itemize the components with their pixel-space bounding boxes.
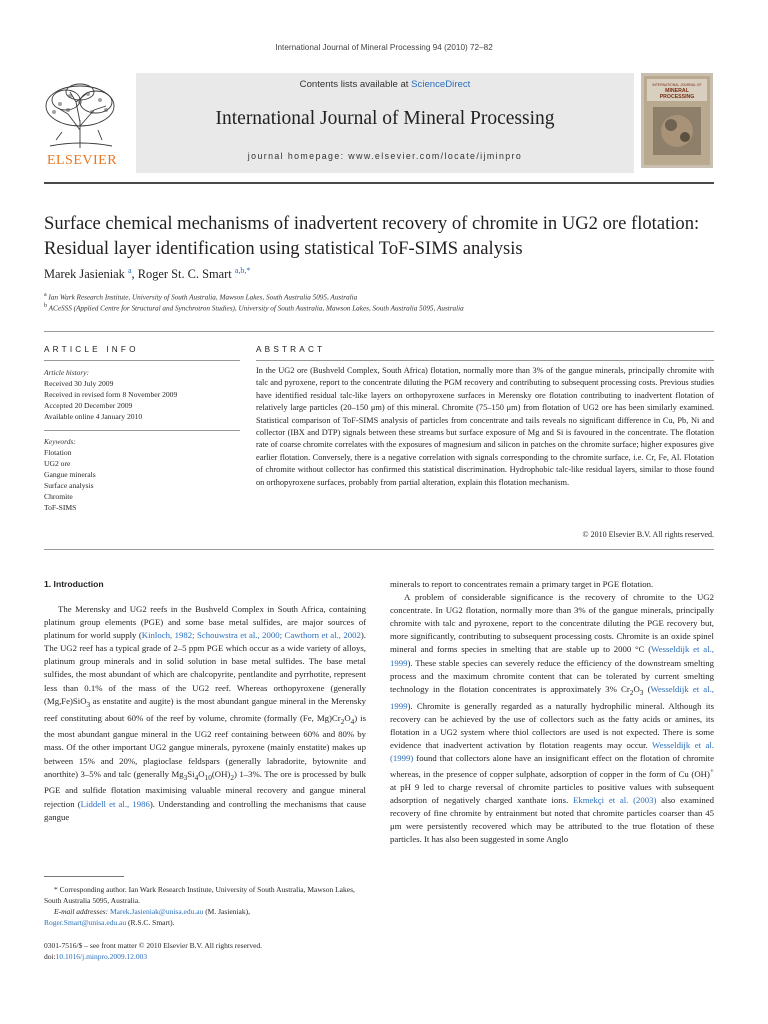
citation-link[interactable]: Wesseldijk et al., 1999 bbox=[390, 683, 714, 711]
cover-line2: MINERAL bbox=[665, 88, 689, 94]
elsevier-logo bbox=[40, 80, 124, 168]
journal-cover-thumbnail[interactable] bbox=[641, 73, 713, 168]
history-label: Article history: bbox=[44, 368, 89, 377]
history-accepted: Accepted 20 December 2009 bbox=[44, 401, 133, 410]
affiliation-a-mark: a bbox=[44, 292, 47, 298]
affiliation-a bbox=[44, 292, 357, 301]
intro-text: O bbox=[344, 712, 351, 723]
sciencedirect-link[interactable]: ScienceDirect bbox=[411, 79, 471, 90]
citation-link[interactable]: Kinloch, 1982; Schouwstra et al., 2000; Cawthorn et al., 2002 bbox=[141, 630, 361, 641]
affiliation-b-mark: b bbox=[44, 303, 47, 309]
contents-line bbox=[136, 79, 634, 90]
affiliation-a-text: Ian Wark Research Institute, University of South Australia, Mawson Lakes, South Australia 5095, Australia bbox=[48, 293, 358, 302]
introduction-heading: 1. Introduction bbox=[44, 579, 104, 589]
cover-line1: INTERNATIONAL JOURNAL OF bbox=[652, 83, 702, 87]
intro-text: ). Chromite is generally regarded as a naturally hydrophilic mineral. Although its recovery can be achieved by the use of collectors such as the fatty acids or amines, its flotation in a UG2 system where thiol collectors are used is not expected. There is some evidence that inadvertent activation by flotation reagents may occur. bbox=[390, 700, 714, 750]
intro-text: (OH) bbox=[211, 768, 231, 779]
intro-paragraph bbox=[390, 578, 714, 591]
email-link-smart[interactable]: Roger.Smart@unisa.edu.au bbox=[44, 918, 127, 927]
intro-text: found that collectors alone have an insignificant effect on the flotation of chromite whereas, in the presence of copper sulphate, adsorption of copper in the form of Cu (OH) bbox=[390, 752, 714, 779]
subscript: 3 bbox=[639, 688, 644, 697]
history-revised: Received in revised form 8 November 2009 bbox=[44, 390, 178, 399]
author-smart-affiliation[interactable]: a,b,* bbox=[234, 266, 251, 275]
intro-left-column bbox=[44, 603, 366, 824]
intro-text: ) 1–3%. The ore is processed by bulk PGE and sulfide flotation maximising valuable mineral recovery and gangue mineral rejection ( bbox=[44, 768, 367, 809]
intro-text: ( bbox=[643, 683, 651, 694]
citation-link[interactable]: Liddell et al., 1986 bbox=[80, 798, 150, 809]
contents-prefix: Contents lists available at bbox=[299, 79, 412, 90]
intro-text: ). These stable species can severely reduce the efficiency of the downstream smelting process and the maximum chromite content that can be tolerated by current smelting technology in the flotation concentrates is approximately 3% Cr bbox=[390, 657, 714, 694]
intro-text: O bbox=[198, 768, 205, 779]
article-info-divider bbox=[44, 360, 240, 361]
citation-link[interactable]: Ekmekçi et al. (2003) bbox=[573, 795, 657, 806]
keywords-divider bbox=[44, 430, 240, 431]
intro-right-column bbox=[390, 578, 714, 847]
subscript: 2 bbox=[230, 773, 234, 782]
article-info-heading: ARTICLE INFO bbox=[44, 345, 139, 354]
intro-text: also examined recovery of fine chromite by entrainment but noted that chromite particles coarser than 45 μm were persistently recovered which may be attributed to the true flotation of these particles. It has also been suggested in some Anglo bbox=[390, 795, 715, 845]
citation-link[interactable]: Wesseldijk et al., 1999 bbox=[390, 644, 714, 668]
history-online: Available online 4 January 2010 bbox=[44, 412, 143, 421]
abstract-divider bbox=[256, 360, 714, 361]
meta-divider bbox=[44, 331, 714, 332]
cover-line3: PROCESSING bbox=[659, 94, 695, 100]
email-name-jasieniak: (M. Jasieniak), bbox=[203, 907, 250, 916]
intro-text: at pH 9 led to charge reversal of chromite particles to positive values with subsequent adsorption of negatively charged xanthate ions. bbox=[390, 782, 714, 806]
email-footnote bbox=[44, 906, 366, 928]
affiliation-b bbox=[44, 303, 464, 312]
intro-text: A problem of considerable significance is the recovery of chromite to the UG2 concentrate. In UG2 flotation, normally more than 3% of the gangue minerals, principally chromite with talc and pyroxene, report to the concentrate diluting the PGE recovery but, more significantly, contributing to subsequent processing costs. Chromite is an oxide spinel mineral and forms species in smelting that are stable up to 2000 °C ( bbox=[390, 592, 714, 655]
keyword-item: Flotation bbox=[44, 448, 72, 457]
intro-text: minerals to report to concentrates remain a primary target in PGE flotation. bbox=[390, 579, 654, 589]
citation-link[interactable]: Wesseldijk et al. (1999) bbox=[390, 739, 714, 763]
keyword-item: ToF-SIMS bbox=[44, 503, 77, 512]
author-smart: Roger St. C. Smart bbox=[137, 267, 232, 282]
email-label: E-mail addresses: bbox=[54, 907, 110, 916]
keyword-item: Surface analysis bbox=[44, 481, 94, 490]
abstract-copyright: © 2010 Elsevier B.V. All rights reserved. bbox=[582, 530, 714, 539]
superscript: + bbox=[709, 767, 714, 776]
intro-text: The Merensky and UG2 reefs in the Bushveld Complex in South Africa, containing platinum group elements (PGE) and some base metal sulfides, are major sources of platinum for world supply ( bbox=[44, 604, 366, 641]
intro-text: as enstatite and augite) is the most abundant gangue mineral in the Merensky reef constituting about 60% of the reef by volume, chromite (formally (Fe, Mg)Cr bbox=[44, 695, 366, 723]
intro-text: O bbox=[633, 683, 640, 694]
subscript: 3 bbox=[86, 700, 91, 709]
intro-text: ). Understanding and controlling the mechanisms that cause gangue bbox=[44, 798, 366, 822]
affiliation-b-text: ACeSSS (Applied Centre for Structural and Synchrotron Studies), University of South Australia, Mawson Lakes, South Australia 5095, Australia bbox=[48, 304, 464, 313]
doi-label: doi: bbox=[44, 952, 56, 961]
journal-homepage[interactable]: journal homepage: www.elsevier.com/locate/ijminpro bbox=[247, 151, 523, 161]
paper-title: Surface chemical mechanisms of inadvertent recovery of chromite in UG2 ore flotation: Residual layer identification using statistical ToF-SIMS analysis bbox=[44, 213, 700, 259]
header-divider bbox=[44, 182, 714, 184]
abstract-text: In the UG2 ore (Bushveld Complex, South Africa) flotation, normally more than 3% of the gangue minerals, principally chromite with talc and pyroxene, report to the concentrate diluting the PGM recovery and contributing to subsequent processing costs. Previous studies have identified residual talc-like layers on orthopyroxene surfaces in Merensky ore flotation contributing to inadvertent flotation of relatively large particles (20–150 μm) of this mineral. Chromite (75–150 μm) from flotation of UG2 ore has been similarly examined. Statistical comparison of ToF-SIMS analysis of particles from concentrate and tails reveals no significant difference in Cu, Pb, Ni and collector (IBX and DTP) signals between these streams but surface exposure of Mg and Si is favoured in the concentrate. The flotation rate of coarse chromite correlates with the exposures of magnesium and silicon in patches on the chromite surface; higher exposures give earlier flotation. Conversely, there is a negative correlation with signals corresponding to the chromite surface, i.e. Cr, Fe, Al. Flotation of chromite without collector has confirmed this statistical discrimination. Hydrophobic talc-like residual layers, similar to those found on orthopyroxene surfaces, probably from partial alteration, explain this flotation mechanism. bbox=[256, 366, 714, 487]
abstract-bottom-divider bbox=[44, 549, 714, 550]
issn-line: 0301-7516/$ – see front matter © 2010 Elsevier B.V. All rights reserved. bbox=[44, 941, 263, 950]
intro-paragraph bbox=[390, 591, 714, 846]
keyword-item: Gangue minerals bbox=[44, 470, 96, 479]
subscript: 2 bbox=[340, 717, 345, 726]
subscript: 4 bbox=[350, 717, 355, 726]
keywords-label: Keywords: bbox=[44, 437, 76, 446]
email-link-jasieniak[interactable]: Marek.Jasieniak@unisa.edu.au bbox=[109, 907, 204, 916]
subscript: 3 bbox=[183, 773, 188, 782]
subscript: 2 bbox=[629, 688, 634, 697]
keyword-item: Chromite bbox=[44, 492, 73, 501]
email-name-smart: (R.S.C. Smart). bbox=[126, 918, 175, 927]
subscript: 10 bbox=[204, 773, 212, 782]
abstract-heading: ABSTRACT bbox=[256, 345, 326, 354]
doi-link[interactable]: 10.1016/j.minpro.2009.12.003 bbox=[55, 952, 148, 961]
journal-reference: International Journal of Mineral Processing 94 (2010) 72–82 bbox=[275, 43, 493, 52]
author-separator: , bbox=[131, 267, 138, 282]
doi-line bbox=[44, 951, 147, 962]
keyword-item: UG2 ore bbox=[44, 459, 71, 468]
history-received: Received 30 July 2009 bbox=[44, 379, 114, 388]
authors-line bbox=[44, 266, 250, 282]
corresponding-author-footnote: * Corresponding author. Ian Wark Research Institute, University of South Australia, Mawson Lakes, South Australia 5095, Australia. bbox=[44, 885, 355, 905]
intro-text: ) is the most abundant gangue mineral in the UG2 reef containing between 60% and 80% by mass. Of the other important UG2 gangue minerals, pyroxene (mainly enstatite) makes up between 15% and 20%, plagioclase feldspars (generally labradorite, bytownite and anorthite) 3–5% and talc (generally Mg bbox=[44, 712, 367, 779]
subscript: 4 bbox=[194, 773, 199, 782]
author-jasieniak: Marek Jasieniak bbox=[44, 267, 125, 282]
intro-text: ). The UG2 reef has a typical grade of 2–5 ppm PGE which occur as a wide variety of alloys, platinum group minerals and in solid solution in base metal sulfides. The base metal sulfides, the most abundant of which are chalcopyrite, pentlandite and pyrrhotite, represent less than 0.1% of the mass of the UG2 reef. Whereas orthopyroxene (generally (Mg,Fe)SiO bbox=[44, 630, 366, 706]
author-jasieniak-affiliation[interactable]: a bbox=[127, 266, 132, 275]
elsevier-wordmark: ELSEVIER bbox=[46, 153, 118, 168]
intro-text: Si bbox=[187, 768, 195, 779]
footnote-divider bbox=[44, 876, 124, 877]
journal-title: International Journal of Mineral Processing bbox=[215, 108, 555, 129]
